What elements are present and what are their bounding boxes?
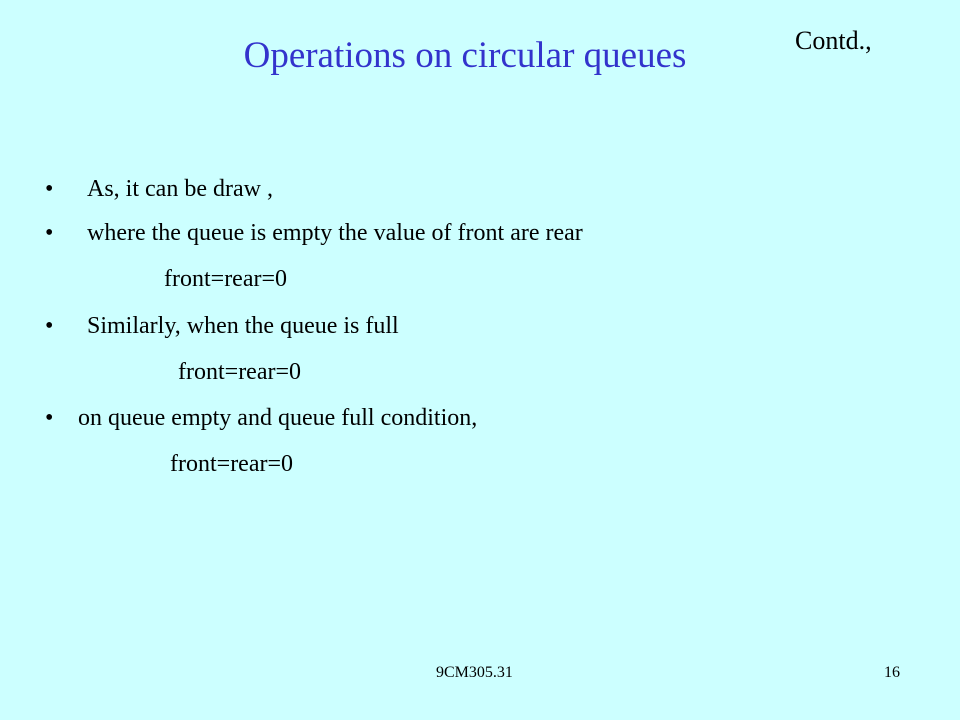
bullet-icon: •: [45, 405, 54, 431]
formula-line-2: front=rear=0: [178, 359, 302, 385]
formula-line-1: front=rear=0: [164, 266, 288, 292]
slide-title: Operations on circular queues: [243, 35, 687, 76]
bullet-icon: •: [45, 313, 54, 339]
contd-label: Contd.,: [795, 26, 872, 55]
formula-line-3: front=rear=0: [170, 451, 294, 477]
bullet-text-2: where the queue is empty the value of front are rear: [87, 220, 583, 246]
bullet-text-4: on queue empty and queue full condition,: [78, 405, 478, 431]
bullet-icon: •: [45, 176, 54, 202]
bullet-text-1: As, it can be draw ,: [87, 176, 273, 202]
bullet-text-3: Similarly, when the queue is full: [87, 313, 399, 339]
footer-page-number: 16: [884, 664, 900, 681]
bullet-icon: •: [45, 220, 54, 246]
footer-code: 9CM305.31: [436, 664, 513, 681]
